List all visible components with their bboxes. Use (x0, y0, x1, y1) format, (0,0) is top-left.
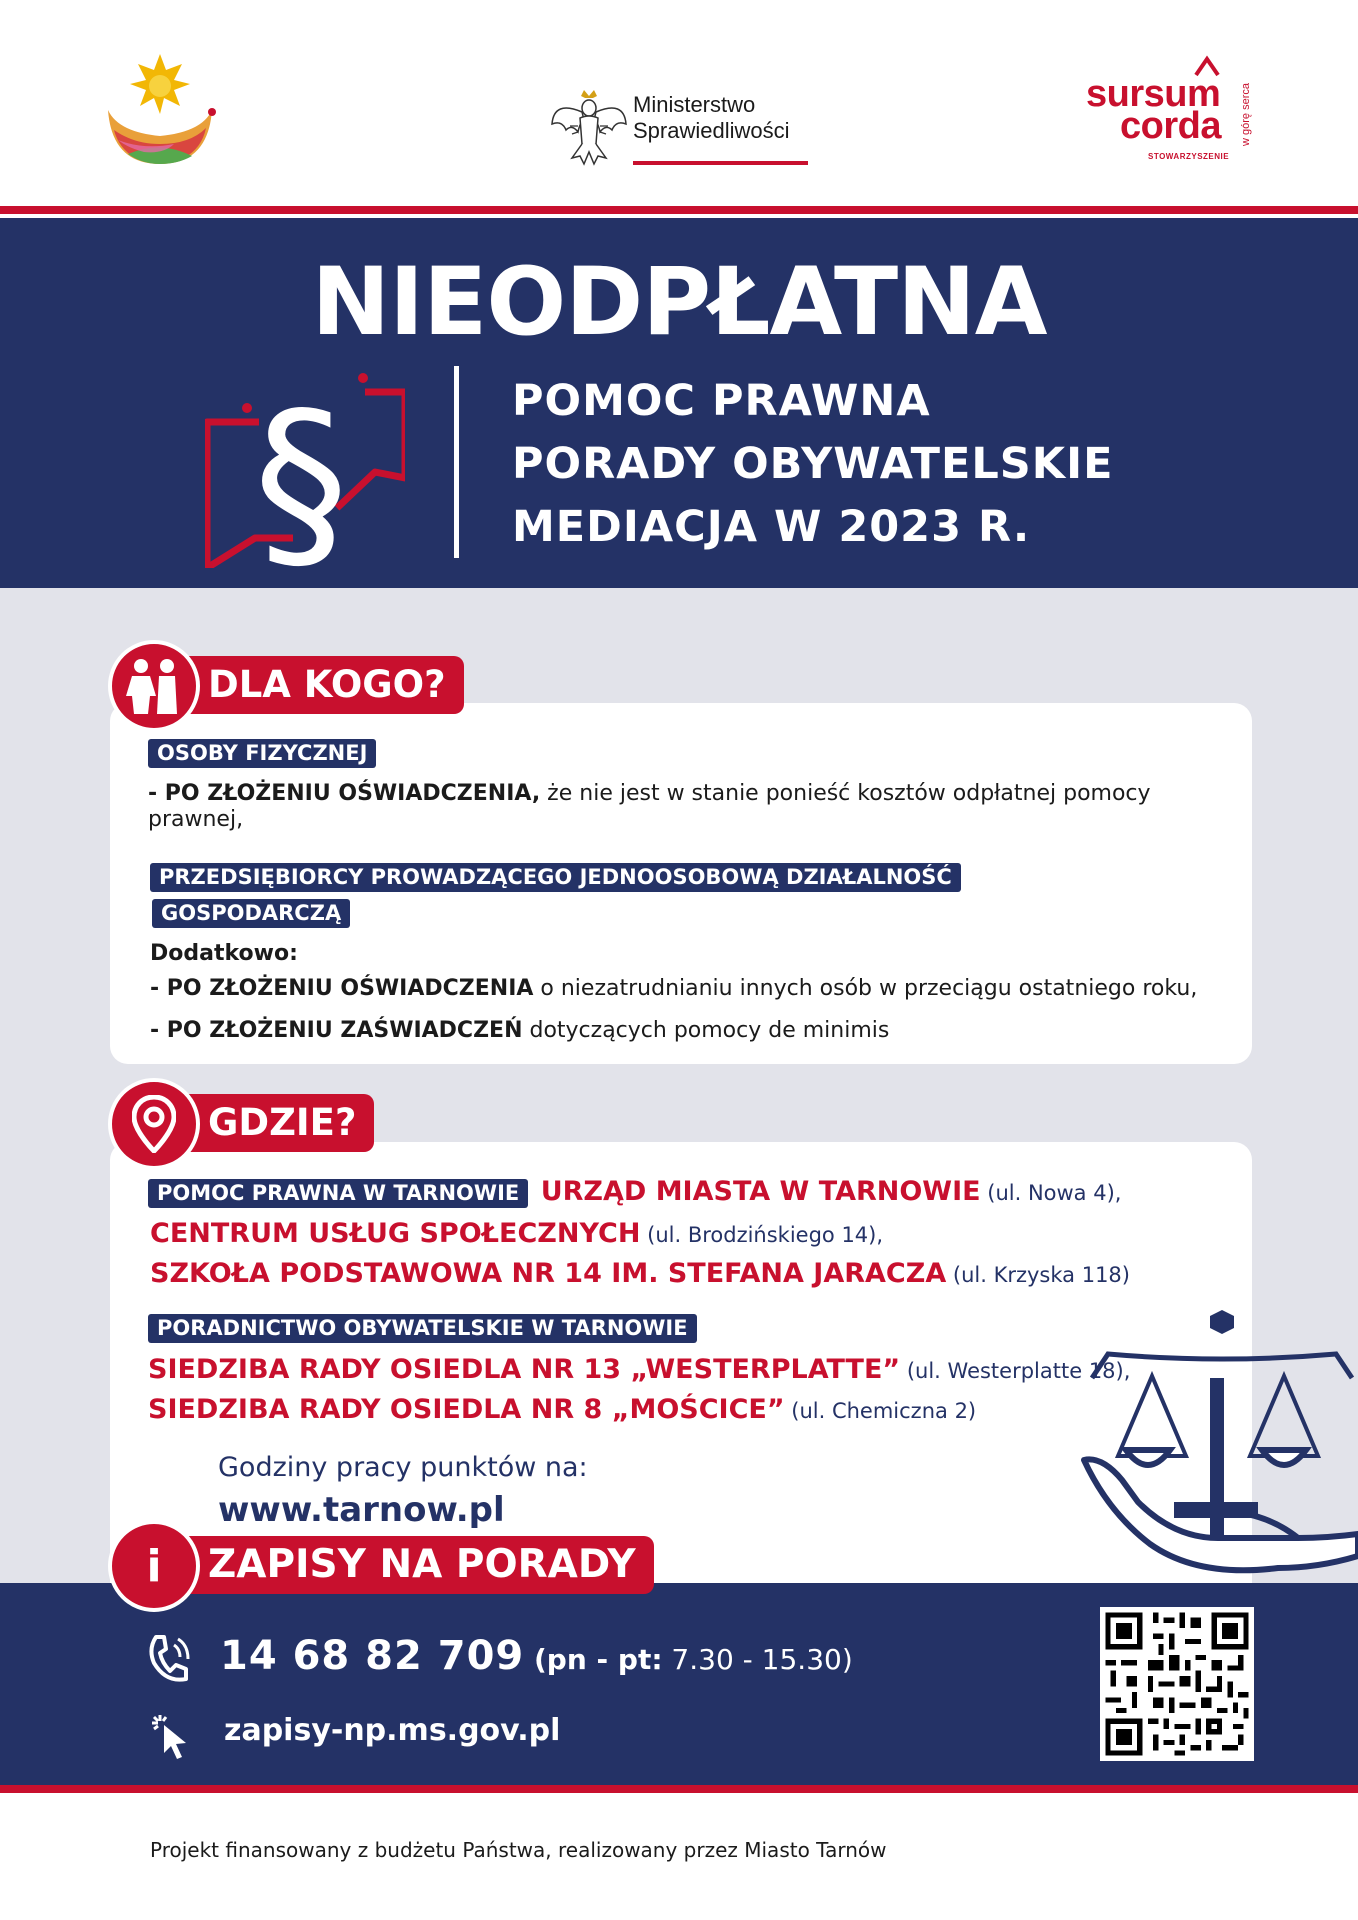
phone-hours: 7.30 - 15.30) (662, 1643, 853, 1676)
place-moscice: SIEDZIBA RADY OSIEDLA NR 8 „MOŚCICE” (148, 1394, 785, 1425)
sursum-text: sursum (1086, 73, 1221, 115)
hero-services (512, 370, 1113, 559)
corda-text: corda (1120, 105, 1221, 147)
ministry-underline (633, 161, 808, 165)
location-icon-badge (108, 1078, 200, 1170)
place-school: SZKOŁA PODSTAWOWA NR 14 IM. STEFANA JARACZA (150, 1258, 947, 1289)
de-minimis-certificates: - PO ZŁOŻENIU ZAŚWIADCZEŃ dotyczących pomocy de minimis (150, 1018, 890, 1043)
place-westerplatte: SIEDZIBA RADY OSIEDLA NR 13 „WESTERPLATTE” (148, 1354, 901, 1385)
people-icon-badge (108, 640, 200, 732)
hero-title: NIEODPŁATNA (311, 248, 1047, 357)
where-heading: GDZIE? (170, 1094, 374, 1152)
w-gore-serca-text: w górę serca (1240, 83, 1252, 146)
westerplatte-row (148, 1354, 1130, 1385)
additionally-label: Dodatkowo: (150, 941, 298, 966)
declaration-no-employees: - PO ZŁOŻENIU OŚWIADCZENIA o niezatrudnianiu innych osób w przeciągu ostatniego roku, (150, 976, 1198, 1001)
place-social-services: CENTRUM USŁUG SPOŁECZNYCH (150, 1218, 641, 1249)
phone-icon (146, 1633, 192, 1685)
legal-aid-row (148, 1176, 1121, 1208)
tag-entrepreneur-line2: GOSPODARCZĄ (152, 899, 350, 928)
ministry-logo (550, 86, 810, 168)
addr-social-services: (ul. Brodzińskiego 14), (640, 1223, 884, 1247)
logo-bar (0, 0, 1358, 205)
svg-text:§: § (253, 372, 349, 568)
paragraph-speech-bubbles-icon (205, 368, 405, 568)
stowarzyszenie-text: STOWARZYSZENIE (1148, 152, 1230, 161)
ministry-name: Ministerstwo Sprawiedliwości (633, 92, 790, 143)
addr-moscice: (ul. Chemiczna 2) (784, 1399, 977, 1423)
hero-line-legal-aid: POMOC PRAWNA (512, 376, 931, 426)
natural-persons-text: - PO ZŁOŻENIU OŚWIADCZENIA, że nie jest w stanie ponieść kosztów odpłatnej pomocy prawnej, (148, 781, 1151, 832)
who-heading: DLA KOGO? (170, 656, 464, 714)
map-pin-icon (132, 1095, 176, 1153)
social-services-row (150, 1218, 883, 1249)
phone-hours-prefix: (pn - pt: (524, 1643, 663, 1676)
funding-note: Projekt finansowany z budżetu Państwa, realizowany przez Miasto Tarnów (150, 1838, 887, 1862)
sursum-corda-logo (1086, 55, 1266, 167)
addr-westerplatte: (ul. Westerplatte 18), (900, 1359, 1131, 1383)
tag-natural-persons: OSOBY FIZYCZNEJ (148, 739, 376, 768)
phone-number[interactable]: 14 68 82 709 (220, 1633, 525, 1679)
website-link[interactable]: www.tarnow.pl (218, 1490, 505, 1530)
place-city-hall: URZĄD MIASTA W TARNOWIE (540, 1176, 981, 1207)
tag-civic-advice-tarnow: PORADNICTWO OBYWATELSKIE W TARNOWIE (148, 1314, 697, 1343)
bottom-red-stripe (0, 1785, 1358, 1793)
registration-heading: ZAPISY NA PORADY (170, 1536, 654, 1594)
tag-entrepreneur-line1: PRZEDSIĘBIORCY PROWADZĄCEGO JEDNOOSOBOWĄ DZIAŁALNOŚĆ (150, 863, 961, 892)
hero-line-civic-advice: PORADY OBYWATELSKIE (512, 439, 1114, 489)
top-red-stripe (0, 206, 1358, 214)
hero-line-mediation: MEDIACJA W 2023 R. (512, 502, 1031, 552)
registration-url[interactable]: zapisy-np.ms.gov.pl (224, 1713, 561, 1748)
scales-of-justice-hand-icon (1078, 1306, 1358, 1596)
man-woman-icon (125, 658, 183, 714)
eagle-emblem-icon (550, 86, 628, 168)
addr-school: (ul. Krzyska 118) (946, 1263, 1130, 1287)
hero-banner (0, 218, 1358, 588)
hero-divider (454, 366, 459, 558)
phone-row (220, 1633, 853, 1679)
click-cursor-icon (150, 1713, 196, 1761)
moscice-row (148, 1394, 976, 1425)
eligibility-card (110, 703, 1252, 1064)
tag-legal-aid-tarnow: POMOC PRAWNA W TARNOWIE (148, 1179, 528, 1208)
addr-city-hall: (ul. Nowa 4), (980, 1181, 1122, 1205)
info-icon: i (146, 1540, 162, 1592)
registration-banner (0, 1583, 1358, 1785)
info-icon-badge (108, 1520, 200, 1612)
qr-code[interactable] (1100, 1607, 1254, 1761)
hours-label: Godziny pracy punktów na: (218, 1452, 588, 1483)
school-row (150, 1258, 1130, 1289)
city-logo (104, 52, 216, 168)
